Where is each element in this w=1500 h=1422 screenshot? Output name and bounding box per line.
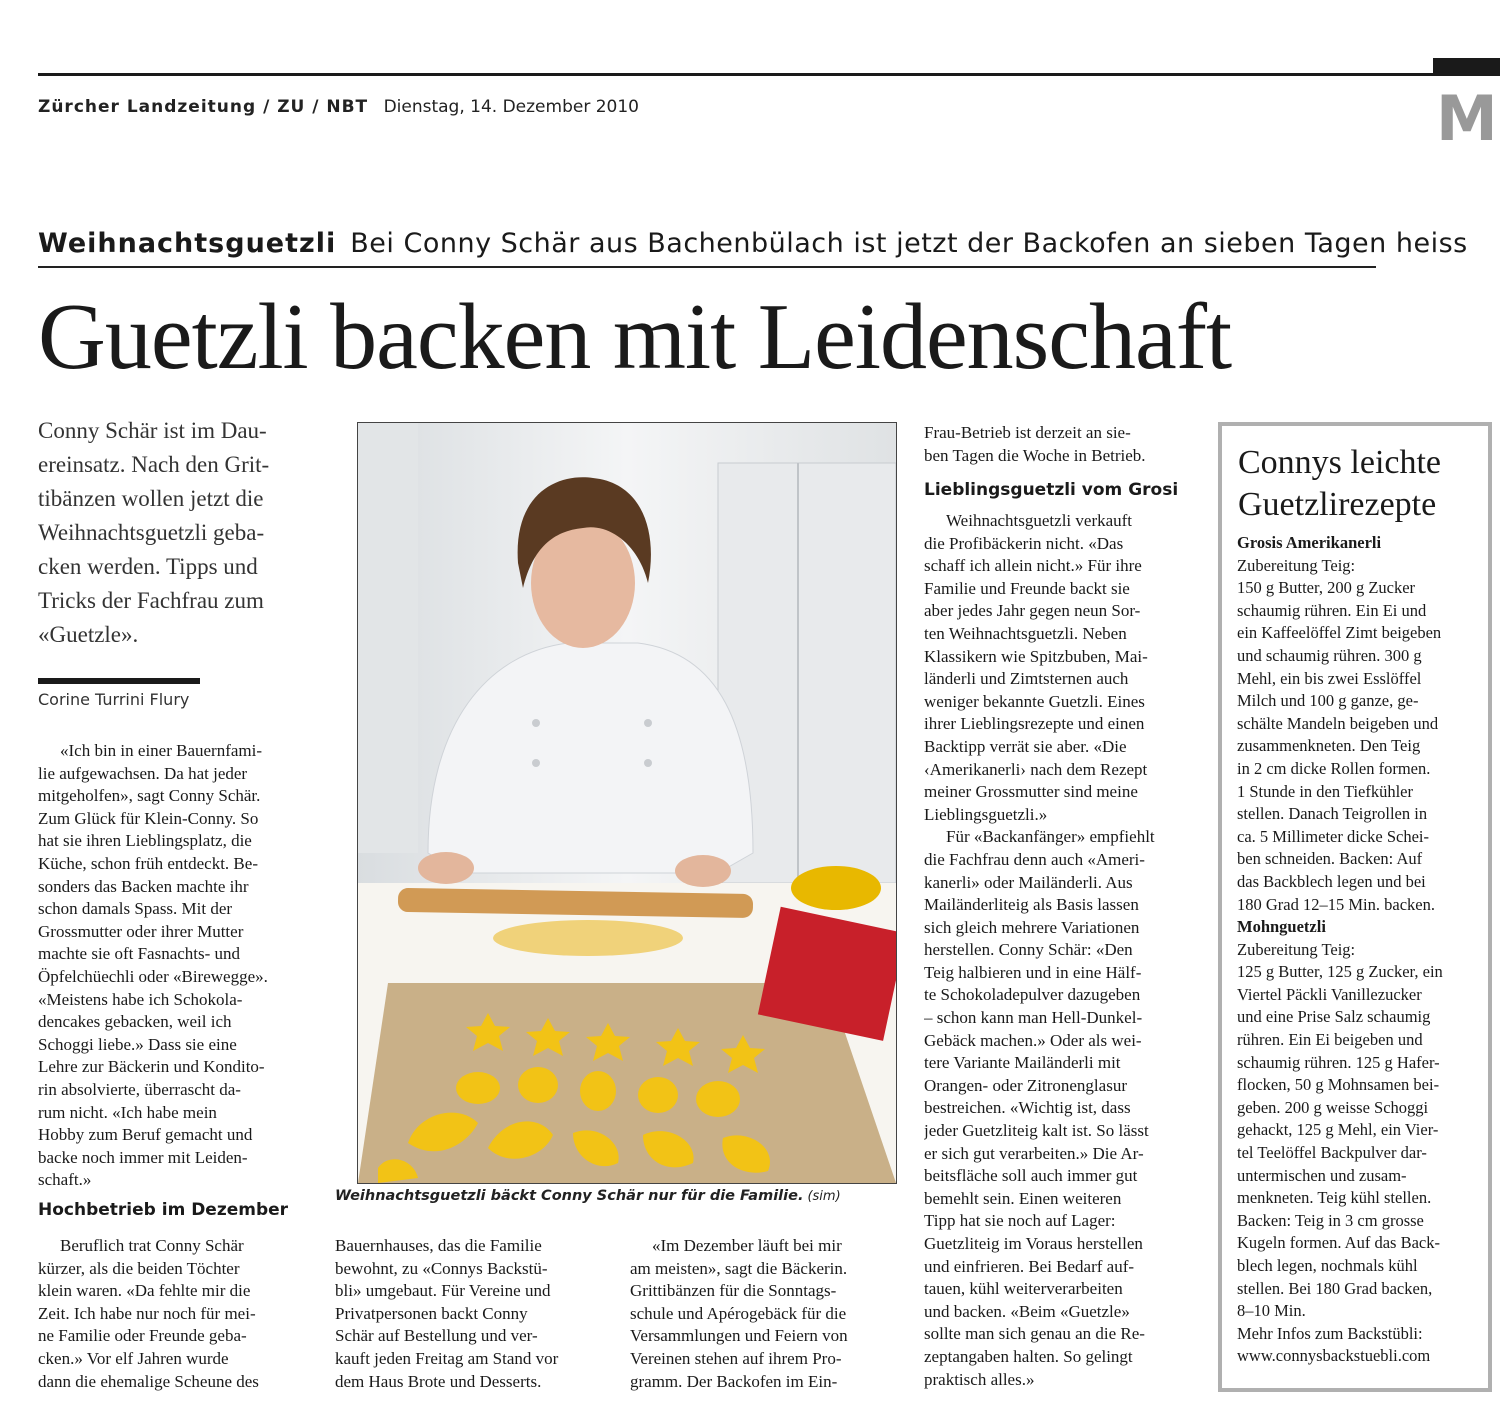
article-column-1: [38, 740, 308, 1192]
text-line: am meisten», sagt die Bäckerin.: [630, 1258, 848, 1278]
text-line: Tipp hat sie noch auf Lager:: [924, 1211, 1116, 1231]
text-line: er sich gut verarbeiten.» Die Ar-: [924, 1143, 1144, 1163]
text-line: «Ich bin in einer Bauernfami-: [60, 741, 263, 760]
text-line: bli» umgebaut. Für Vereine und: [335, 1281, 551, 1301]
text-line: Vereinen stehen auf ihrem Pro-: [630, 1348, 842, 1368]
recipe-line: tel Teelöffel Backpulver dar-: [1237, 1143, 1427, 1163]
recipe-line: 1 Stunde in den Tiefkühler: [1237, 781, 1413, 801]
kicker: [38, 228, 1468, 268]
recipe-line: stellen. Danach Teigrollen in: [1237, 804, 1428, 824]
text-line: Zum Glück für Klein-Conny. So: [38, 808, 259, 828]
recipe-line: Mehl, ein bis zwei Esslöffel: [1237, 668, 1422, 688]
text-line: cken.» Vor elf Jahren wurde: [38, 1348, 229, 1368]
text-line: Privatpersonen backt Conny: [335, 1303, 528, 1323]
text-line: hat sie ihren Lieblingsplatz, die: [38, 831, 252, 851]
recipe-title-mohnguetzli: Mohnguetzli: [1237, 917, 1326, 937]
recipe-line: 180 Grad 12–15 Min. backen.: [1237, 894, 1435, 914]
text-line: – schon kann man Hell-Dunkel-: [924, 1008, 1143, 1028]
recipe-line: ca. 5 Millimeter dicke Schei-: [1237, 826, 1429, 846]
text-line: die Profibäckerin nicht. «Das: [924, 533, 1124, 553]
recipe-line: und schaumig rühren. 300 g: [1237, 645, 1422, 665]
text-line: Grittibänzen für die Sonntags-: [630, 1281, 837, 1301]
byline-rule: [38, 678, 200, 684]
text-line: meiner Grossmutter sind meine: [924, 782, 1138, 802]
text-line: Bauernhauses, das die Familie: [335, 1236, 542, 1255]
recipe-line: zusammenkneten. Den Teig: [1237, 736, 1421, 756]
text-line: «Im Dezember läuft bei mir: [652, 1236, 842, 1255]
text-line: kanerli» oder Mailänderli. Aus: [924, 872, 1133, 892]
text-line: bewohnt, zu «Connys Backstü-: [335, 1258, 548, 1278]
lead-line: ereinsatz. Nach den Grit-: [38, 452, 270, 477]
lead-line: tibänzen wollen jetzt die: [38, 486, 264, 511]
text-line: tere Variante Mailänderli mit: [924, 1053, 1121, 1073]
article-column-2: [335, 1235, 605, 1393]
text-line: weniger bekannte Guetzli. Eines: [924, 691, 1145, 711]
text-line: Beruflich trat Conny Schär: [60, 1236, 244, 1255]
article-column-4b: [924, 510, 1194, 1391]
text-line: Lieblingsguetzli.»: [924, 804, 1048, 824]
text-line: kauft jeden Freitag am Stand vor: [335, 1348, 559, 1368]
caption-text: Weihnachtsguetzli bäckt Conny Schär nur für die Familie.: [335, 1188, 804, 1204]
text-line: sich gleich mehrere Variationen: [924, 917, 1140, 937]
text-line: dencakes gebacken, weil ich: [38, 1012, 232, 1032]
text-line: sonders das Backen machte ihr: [38, 876, 249, 896]
text-line: Weihnachtsguetzli verkauft: [946, 511, 1133, 530]
text-line: Grossmutter oder ihrer Mutter: [38, 921, 244, 941]
photo-caption: [335, 1188, 841, 1204]
text-line: Hobby zum Beruf gemacht und: [38, 1125, 253, 1145]
text-line: Mailänderliteig als Basis lassen: [924, 895, 1139, 915]
recipe-line: das Backblech legen und bei: [1237, 871, 1426, 891]
text-line: Küche, schon früh entdeckt. Be-: [38, 853, 258, 873]
subhead-hochbetrieb: Hochbetrieb im Dezember: [38, 1200, 289, 1220]
recipe-line: und eine Prise Salz schaumig: [1237, 1007, 1431, 1027]
text-line: Familie und Freunde backt sie: [924, 578, 1130, 598]
recipe-line: schaumig rühren. 125 g Hafer-: [1237, 1052, 1440, 1072]
recipe-line: geben. 200 g weisse Schoggi: [1237, 1097, 1429, 1117]
text-line: Backtipp verrät sie aber. «Die: [924, 736, 1127, 756]
headline: Guetzli backen mit Leidenschaft: [38, 285, 1232, 389]
paper-name: Zürcher Landzeitung / ZU / NBT: [38, 97, 369, 117]
recipe-line: schaumig rühren. Ein Ei und: [1237, 600, 1427, 620]
recipe-line: blech legen, nochmals kühl: [1237, 1256, 1418, 1275]
text-line: beitsfläche soll auch immer gut: [924, 1166, 1138, 1186]
section-letter: M: [1436, 82, 1498, 155]
text-line: ihrer Lieblingsrezepte und einen: [924, 714, 1145, 734]
text-line: Frau-Betrieb ist derzeit an sie-: [924, 423, 1131, 442]
text-line: Guetzliteig im Voraus herstellen: [924, 1234, 1143, 1253]
article-column-4a: [924, 422, 1194, 467]
text-line: zeptangaben halten. So gelingt: [924, 1346, 1133, 1366]
text-line: und backen. «Beim «Guetzle»: [924, 1301, 1130, 1321]
text-line: aber jedes Jahr gegen neun Sor-: [924, 601, 1141, 621]
lead-line: Conny Schär ist im Dau-: [38, 418, 267, 443]
recipe-box-title: [1238, 442, 1441, 526]
lead-line: «Guetzle».: [38, 622, 139, 647]
text-line: dann die ehemalige Scheune des: [38, 1371, 259, 1391]
article-column-1b: [38, 1235, 308, 1393]
text-line: rin absolvierte, überrascht da-: [38, 1079, 241, 1099]
recipe-line: gehackt, 125 g Mehl, ein Vier-: [1237, 1120, 1439, 1140]
recipe-line: Mehr Infos zum Backstübli:: [1237, 1323, 1423, 1343]
recipe-line: Backen: Teig in 3 cm grosse: [1237, 1210, 1424, 1230]
text-line: machte sie oft Fasnachts- und: [38, 944, 241, 964]
baker-photo-illustration: [358, 423, 896, 1183]
recipe-line: 8–10 Min.: [1237, 1301, 1306, 1321]
recipe-line: untermischen und zusam-: [1237, 1165, 1407, 1185]
text-line: klein waren. «Da fehlte mir die: [38, 1281, 251, 1301]
text-line: herstellen. Conny Schär: «Den: [924, 940, 1133, 960]
article-photo: [357, 422, 897, 1184]
text-line: Teig halbieren und in eine Hälf-: [924, 962, 1142, 982]
text-line: Orangen- oder Zitronenglasur: [924, 1075, 1127, 1095]
text-line: praktisch alles.»: [924, 1369, 1035, 1389]
text-line: te Schokoladepulver dazugeben: [924, 985, 1141, 1005]
text-line: «Meistens habe ich Schokola-: [38, 989, 243, 1009]
recipe-text: [1237, 532, 1489, 1368]
masthead-rule: [38, 73, 1500, 76]
text-line: lie aufgewachsen. Da hat jeder: [38, 763, 248, 783]
recipe-line: in 2 cm dicke Rollen formen.: [1237, 758, 1431, 778]
recipe-line: menkneten. Teig kühl stellen.: [1237, 1188, 1432, 1208]
lead-paragraph: [38, 414, 310, 652]
title-line: Connys leichte: [1238, 444, 1442, 481]
text-line: schaft.»: [38, 1170, 92, 1190]
article-column-3: [630, 1235, 900, 1393]
text-line: dem Haus Brote und Desserts.: [335, 1371, 542, 1391]
byline: Corine Turrini Flury: [38, 690, 190, 709]
text-line: Gebäck machen.» Oder als wei-: [924, 1030, 1142, 1050]
recipe-line: Zubereitung Teig:: [1237, 555, 1356, 575]
caption-source: (sim): [807, 1189, 841, 1204]
text-line: mitgeholfen», sagt Conny Schär.: [38, 786, 261, 806]
recipe-title-amerikanerli: Grosis Amerikanerli: [1237, 533, 1382, 552]
recipe-line: Zubereitung Teig:: [1237, 939, 1356, 959]
text-line: rum nicht. «Ich habe mein: [38, 1102, 217, 1122]
recipe-line: Viertel Päckli Vanillezucker: [1237, 984, 1422, 1004]
recipe-line: 150 g Butter, 200 g Zucker: [1237, 578, 1416, 598]
text-line: ne Familie oder Freunde geba-: [38, 1326, 247, 1346]
text-line: sollte man sich genau an die Re-: [924, 1324, 1145, 1344]
recipe-line: ben schneiden. Backen: Auf: [1237, 849, 1423, 869]
text-line: backe noch immer mit Leiden-: [38, 1147, 248, 1167]
recipe-line: ein Kaffeelöffel Zimt beigeben: [1237, 623, 1442, 643]
text-line: gramm. Der Backofen im Ein-: [630, 1371, 838, 1391]
masthead: [38, 97, 639, 117]
text-line: schon damals Spass. Mit der: [38, 899, 233, 919]
recipe-line: stellen. Bei 180 Grad backen,: [1237, 1278, 1433, 1298]
text-line: ben Tagen die Woche in Betrieb.: [924, 445, 1146, 465]
text-line: die Fachfrau denn auch «Ameri-: [924, 849, 1145, 869]
recipe-line: flocken, 50 g Mohnsamen bei-: [1237, 1075, 1440, 1095]
text-line: Zeit. Ich habe nur noch für mei-: [38, 1303, 256, 1323]
text-line: Lehre zur Bäckerin und Kondito-: [38, 1057, 265, 1077]
issue-date: Dienstag, 14. Dezember 2010: [383, 97, 639, 117]
text-line: jeder Guetzliteig kalt ist. So lässt: [924, 1121, 1149, 1141]
text-line: bestreichen. «Wichtig ist, dass: [924, 1098, 1131, 1118]
text-line: kürzer, als die beiden Töchter: [38, 1258, 240, 1278]
recipe-line: 125 g Butter, 125 g Zucker, ein: [1237, 962, 1443, 982]
recipe-line: Kugeln formen. Auf das Back-: [1237, 1233, 1440, 1253]
text-line: Schär auf Bestellung und ver-: [335, 1326, 538, 1346]
kicker-text: Bei Conny Schär aus Bachenbülach ist jetzt der Backofen an sieben Tagen heiss: [350, 228, 1468, 259]
text-line: Öpfelchüechli oder «Birewegge».: [38, 966, 268, 986]
title-line: Guetzlirezepte: [1238, 486, 1437, 523]
lead-line: Weihnachtsguetzli geba-: [38, 520, 265, 545]
recipe-line: Milch und 100 g ganze, ge-: [1237, 691, 1419, 711]
text-line: Klassikern wie Spitzbuben, Mai-: [924, 646, 1148, 666]
subhead-lieblingsguetzli: Lieblingsguetzli vom Grosi: [924, 480, 1179, 500]
text-line: Schoggi liebe.» Dass sie eine: [38, 1034, 237, 1054]
text-line: und einfrieren. Bei Bedarf auf-: [924, 1256, 1135, 1276]
recipe-line: rühren. Ein Ei beigeben und: [1237, 1030, 1423, 1050]
text-line: ‹Amerikanerli› nach dem Rezept: [924, 759, 1148, 779]
text-line: bemehlt sein. Einen weiteren: [924, 1188, 1122, 1208]
lead-line: cken werden. Tipps und: [38, 554, 258, 579]
recipe-line: schälte Mandeln beigeben und: [1237, 713, 1439, 733]
text-line: Versammlungen und Feiern von: [630, 1326, 848, 1346]
text-line: ten Weihnachtsguetzli. Neben: [924, 623, 1127, 643]
kicker-topic: Weihnachtsguetzli: [38, 228, 337, 259]
text-line: schaff ich allein nicht.» Für ihre: [924, 556, 1142, 576]
text-line: schule und Apérogebäck für die: [630, 1303, 847, 1323]
text-line: länderli und Zimtsternen auch: [924, 669, 1129, 689]
lead-line: Tricks der Fachfrau zum: [38, 588, 264, 613]
website-link[interactable]: www.connysbackstuebli.com: [1237, 1346, 1431, 1366]
text-line: Für «Backanfänger» empfiehlt: [946, 827, 1155, 847]
text-line: tauen, kühl weiterverarbeiten: [924, 1279, 1123, 1299]
